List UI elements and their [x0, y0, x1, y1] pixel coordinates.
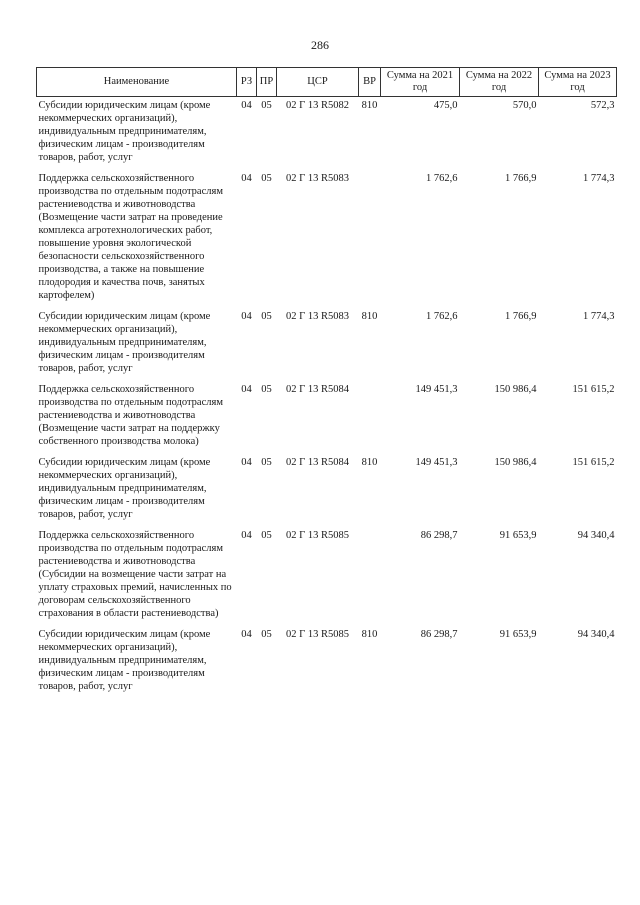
- row-sum-2022: 91 653,9: [499, 629, 537, 640]
- row-sum-2022: 150 986,4: [494, 457, 537, 468]
- row-sum-2022: 91 653,9: [499, 530, 537, 541]
- row-name: Поддержка сельскохозяйственного производства по отдельным подотраслям растениеводства и животноводства (Возмещение части затрат на поддержку собственного производства молока): [38, 384, 223, 447]
- row-sum-2022: 1 766,9: [505, 311, 537, 322]
- row-sum-2023: 572,3: [590, 100, 615, 111]
- row-rz: 04: [241, 457, 252, 468]
- column-header-pr: ПР: [257, 68, 277, 97]
- row-pr: 05: [261, 530, 272, 541]
- row-vr: 810: [361, 311, 378, 322]
- row-name: Поддержка сельскохозяйственного производства по отдельным подотраслям растениеводства и животноводства (Возмещение части затрат на проведение комплекса агротехнологических работ, повышение уровня экологической безопасности сельскохозяйственного производства, а также на повышение плодородия и качества почв, занятых картофелем): [38, 173, 223, 301]
- row-name: Субсидии юридическим лицам (кроме некоммерческих организаций), индивидуальным предпринимателям, физическим лицам - производителям товаров, работ, услуг: [38, 629, 211, 692]
- budget-table: [36, 67, 617, 699]
- row-vr: 810: [361, 629, 378, 640]
- table-row: [37, 97, 617, 171]
- column-header-sum-2022: Сумма на 2022 год: [460, 68, 539, 97]
- column-header-csr: ЦСР: [277, 68, 359, 97]
- row-pr: 05: [261, 311, 272, 322]
- row-csr: 02 Г 13 R5083: [286, 173, 349, 184]
- row-pr: 05: [261, 629, 272, 640]
- header-row: [37, 68, 617, 97]
- row-vr: [359, 170, 381, 308]
- row-name: Субсидии юридическим лицам (кроме некоммерческих организаций), индивидуальным предпринимателям, физическим лицам - производителям товаров, работ, услуг: [38, 311, 211, 374]
- row-csr: 02 Г 13 R5085: [286, 530, 349, 541]
- row-sum-2023: 94 340,4: [577, 530, 615, 541]
- row-csr: 02 Г 13 R5085: [286, 629, 349, 640]
- column-header-name: Наименование: [37, 68, 237, 97]
- row-sum-2021: 149 451,3: [415, 384, 458, 395]
- row-rz: 04: [241, 100, 252, 111]
- row-vr: 810: [361, 100, 378, 111]
- row-sum-2022: 570,0: [512, 100, 537, 111]
- row-sum-2021: 149 451,3: [415, 457, 458, 468]
- column-header-sum-2021: Сумма на 2021 год: [381, 68, 460, 97]
- table-row: [37, 454, 617, 527]
- table-row: [37, 170, 617, 308]
- table-row: [37, 308, 617, 381]
- row-vr: [359, 527, 381, 626]
- table-row: [37, 381, 617, 454]
- row-sum-2022: 150 986,4: [494, 384, 537, 395]
- row-sum-2023: 94 340,4: [577, 629, 615, 640]
- row-sum-2023: 151 615,2: [572, 457, 615, 468]
- row-name: Поддержка сельскохозяйственного производства по отдельным подотраслям растениеводства и животноводства (Субсидии на возмещение части затрат на уплату страховых премий, начисленных по договорам сельскохозяйственного страхования в области растениеводства): [38, 530, 232, 619]
- row-csr: 02 Г 13 R5084: [286, 384, 349, 395]
- row-pr: 05: [261, 100, 272, 111]
- row-csr: 02 Г 13 R5082: [286, 100, 349, 111]
- row-sum-2023: 151 615,2: [572, 384, 615, 395]
- row-sum-2021: 86 298,7: [420, 530, 458, 541]
- row-vr: 810: [361, 457, 378, 468]
- row-rz: 04: [241, 173, 252, 184]
- row-csr: 02 Г 13 R5083: [286, 311, 349, 322]
- row-sum-2022: 1 766,9: [505, 173, 537, 184]
- row-sum-2021: 1 762,6: [426, 311, 458, 322]
- column-header-sum-2023: Сумма на 2023 год: [539, 68, 617, 97]
- row-name: Субсидии юридическим лицам (кроме некоммерческих организаций), индивидуальным предпринимателям, физическим лицам - производителям товаров, работ, услуг: [38, 100, 211, 163]
- row-rz: 04: [241, 311, 252, 322]
- row-sum-2021: 475,0: [433, 100, 458, 111]
- row-sum-2021: 1 762,6: [426, 173, 458, 184]
- row-rz: 04: [241, 530, 252, 541]
- row-name: Субсидии юридическим лицам (кроме некоммерческих организаций), индивидуальным предпринимателям, физическим лицам - производителям товаров, работ, услуг: [38, 457, 211, 520]
- table-row: [37, 527, 617, 626]
- column-header-rz: РЗ: [237, 68, 257, 97]
- row-rz: 04: [241, 384, 252, 395]
- row-vr: [359, 381, 381, 454]
- row-sum-2023: 1 774,3: [583, 311, 615, 322]
- row-sum-2023: 1 774,3: [583, 173, 615, 184]
- column-header-vr: ВР: [359, 68, 381, 97]
- row-pr: 05: [261, 173, 272, 184]
- row-sum-2021: 86 298,7: [420, 629, 458, 640]
- table-row: [37, 626, 617, 699]
- page-number: 286: [311, 38, 329, 52]
- row-rz: 04: [241, 629, 252, 640]
- row-pr: 05: [261, 384, 272, 395]
- row-csr: 02 Г 13 R5084: [286, 457, 349, 468]
- row-pr: 05: [261, 457, 272, 468]
